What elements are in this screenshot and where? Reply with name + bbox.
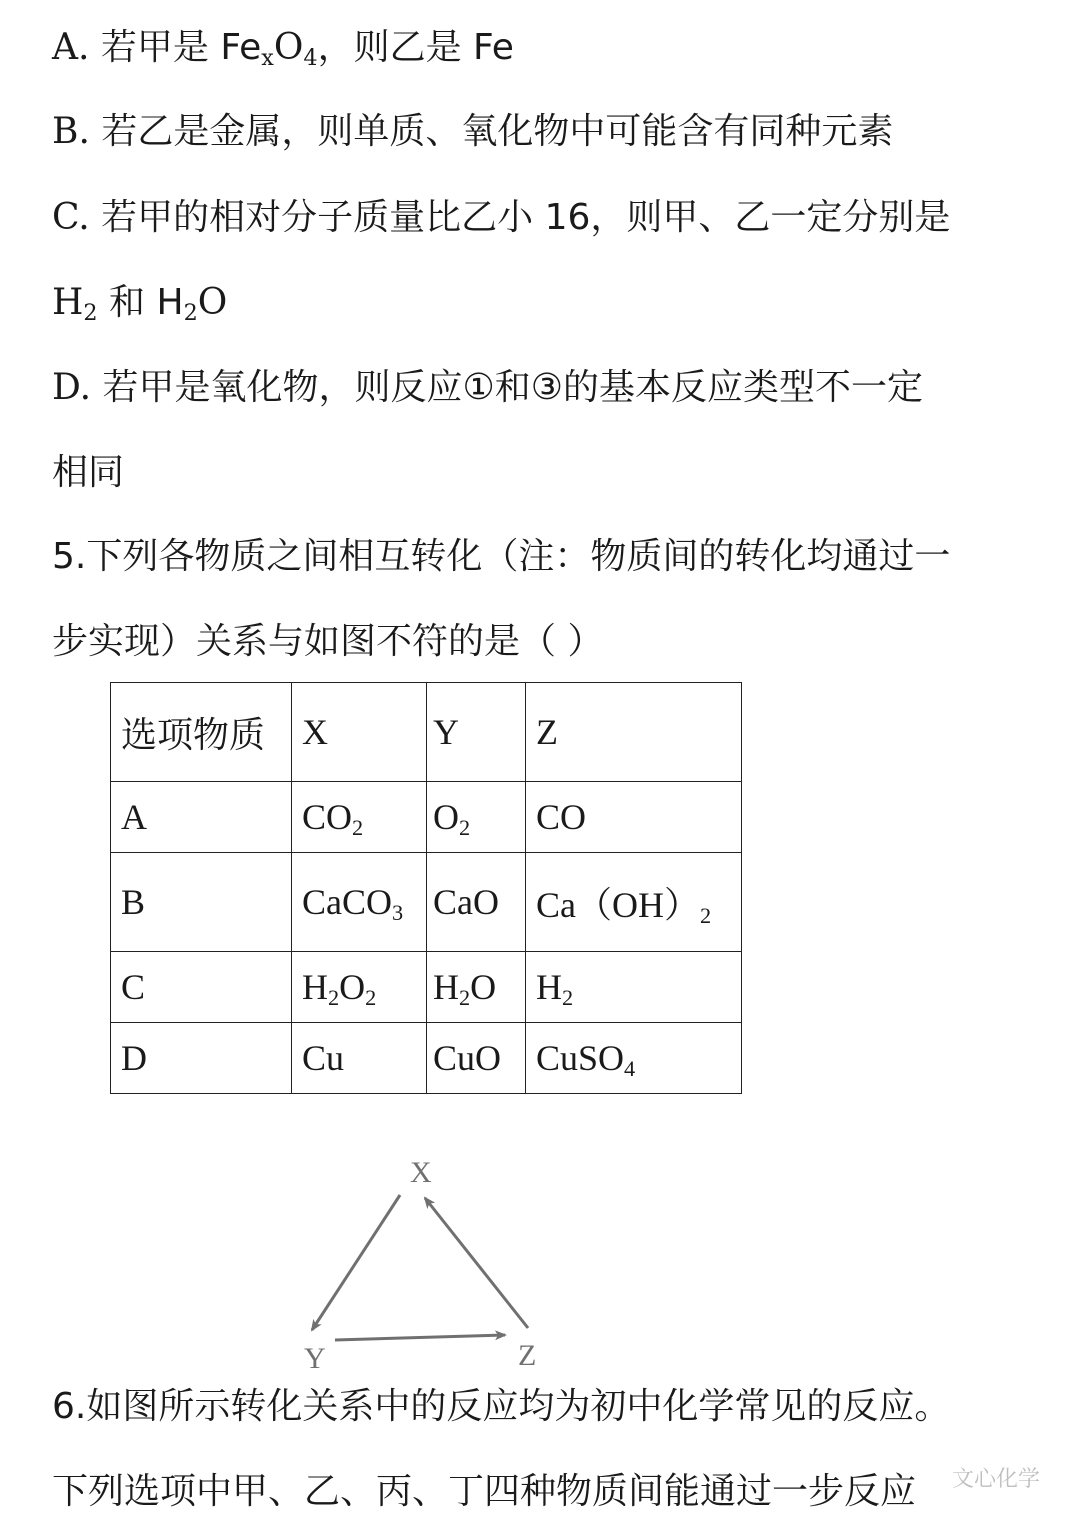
option-cell: D bbox=[111, 1023, 292, 1094]
option-label: A. bbox=[52, 27, 90, 68]
option-b bbox=[52, 110, 893, 154]
formula-part: O bbox=[197, 282, 228, 323]
subscript: 2 bbox=[183, 300, 198, 327]
option-label: C. bbox=[52, 197, 90, 238]
subscript: x bbox=[261, 45, 274, 72]
header-cell: Z bbox=[526, 683, 742, 782]
subscript: 2 bbox=[365, 985, 377, 1011]
formula: O bbox=[470, 967, 497, 1007]
formula: CaO bbox=[433, 882, 499, 922]
option-d-line2: 相同 bbox=[52, 452, 125, 493]
subscript: 4 bbox=[624, 1056, 636, 1082]
watermark: 文心化学 bbox=[951, 1467, 1040, 1492]
option-text: ，则乙是 Fe bbox=[317, 27, 514, 68]
z-cell bbox=[526, 782, 742, 853]
formula-part: 和 H bbox=[97, 282, 184, 323]
x-cell bbox=[292, 952, 427, 1023]
question-5-line2: 步实现）关系与如图不符的是（ ） bbox=[52, 621, 604, 662]
z-cell bbox=[526, 1023, 742, 1094]
x-cell bbox=[292, 1023, 427, 1094]
formula: H bbox=[536, 967, 562, 1007]
subscript: 2 bbox=[352, 815, 364, 841]
question-6-line2: 下列选项中甲、乙、丙、丁四种物质间能通过一步反应 bbox=[52, 1471, 917, 1512]
option-cell: A bbox=[111, 782, 292, 853]
formula: O bbox=[339, 967, 366, 1007]
option-text: O bbox=[273, 27, 304, 68]
header-cell: X bbox=[292, 683, 427, 782]
node-x-label: X bbox=[410, 1156, 432, 1189]
question-5-line1: 5.下列各物质之间相互转化（注：物质间的转化均通过一 bbox=[52, 536, 951, 577]
option-text: 若乙是金属，则单质、氧化物中可能含有同种元素 bbox=[101, 111, 894, 152]
node-y-label: Y bbox=[304, 1342, 326, 1375]
z-cell bbox=[526, 952, 742, 1023]
y-cell bbox=[427, 1023, 526, 1094]
table-row bbox=[111, 952, 742, 1023]
arrow-x-to-y bbox=[312, 1195, 400, 1330]
option-cell: B bbox=[111, 853, 292, 952]
option-label: B. bbox=[52, 111, 90, 152]
subscript: 2 bbox=[562, 985, 574, 1011]
node-z-label: Z bbox=[518, 1339, 537, 1372]
y-cell bbox=[427, 853, 526, 952]
formula: CuSO bbox=[536, 1038, 625, 1078]
formula: CuO bbox=[433, 1038, 502, 1078]
y-cell bbox=[427, 782, 526, 853]
subscript: 2 bbox=[459, 985, 471, 1011]
z-cell bbox=[526, 853, 742, 952]
formula: Ca（OH） bbox=[536, 884, 700, 925]
subscript: 2 bbox=[459, 815, 471, 841]
option-c-line2 bbox=[52, 281, 227, 325]
formula-part: H bbox=[52, 282, 84, 323]
formula: H bbox=[433, 967, 459, 1007]
formula: CO bbox=[536, 797, 587, 837]
question-6-line1: 6.如图所示转化关系中的反应均为初中化学常见的反应。 bbox=[52, 1386, 951, 1427]
option-cell: C bbox=[111, 952, 292, 1023]
header-cell: 选项物质 bbox=[111, 683, 292, 782]
option-c bbox=[52, 196, 950, 240]
option-text: 若甲的相对分子质量比乙小 16，则甲、乙一定分别是 bbox=[101, 197, 951, 238]
arrow-y-to-z bbox=[335, 1335, 505, 1340]
table-row bbox=[111, 782, 742, 853]
formula: Cu bbox=[302, 1038, 345, 1078]
subscript: 2 bbox=[328, 985, 340, 1011]
subscript: 2 bbox=[700, 902, 712, 928]
formula: O bbox=[433, 797, 459, 837]
formula: CaCO bbox=[302, 882, 392, 922]
x-cell bbox=[292, 853, 427, 952]
option-text: 若甲是 Fe bbox=[100, 27, 262, 68]
arrow-z-to-x bbox=[425, 1198, 528, 1328]
option-a bbox=[52, 26, 514, 70]
x-cell bbox=[292, 782, 427, 853]
option-text: 若甲是氧化物，则反应①和③的基本反应类型不一定 bbox=[102, 367, 924, 408]
subscript: 2 bbox=[83, 300, 98, 327]
header-cell: Y bbox=[427, 683, 526, 782]
table-header-row bbox=[111, 683, 742, 782]
table-row bbox=[111, 853, 742, 952]
subscript: 3 bbox=[392, 900, 404, 926]
option-label: D. bbox=[52, 367, 92, 408]
table-row bbox=[111, 1023, 742, 1094]
conversion-diagram bbox=[290, 1150, 560, 1375]
subscript: 4 bbox=[303, 45, 318, 72]
formula: H bbox=[302, 967, 328, 1007]
y-cell bbox=[427, 952, 526, 1023]
options-table bbox=[110, 682, 742, 1094]
option-d bbox=[52, 366, 923, 410]
formula: CO bbox=[302, 797, 353, 837]
